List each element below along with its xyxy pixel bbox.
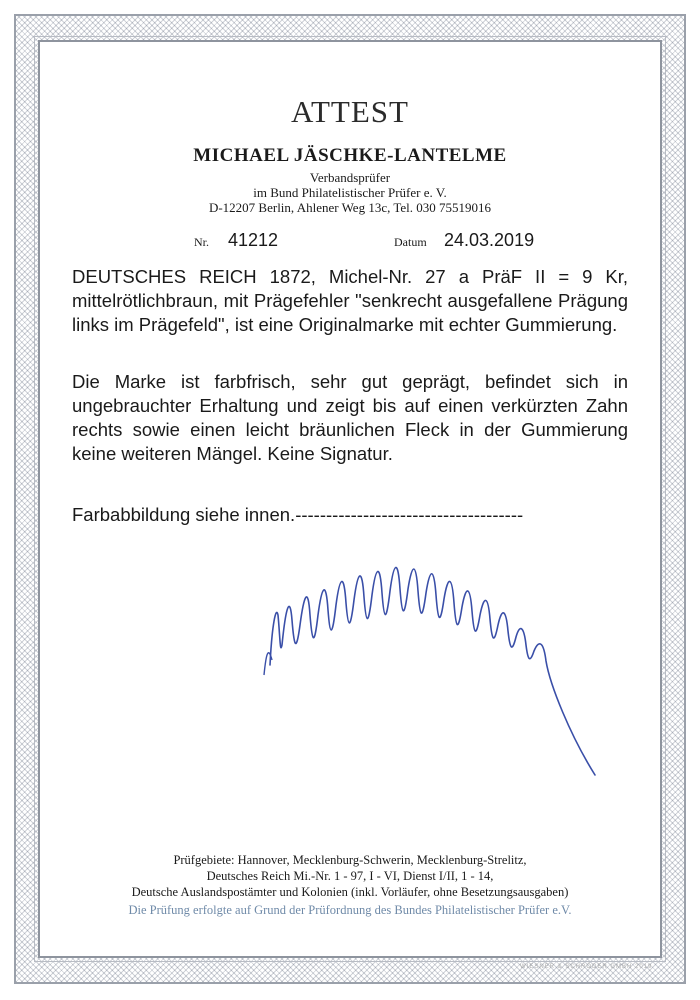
examiner-name: MICHAEL JÄSCHKE-LANTELME — [193, 145, 507, 166]
certificate-number: 41212 — [228, 230, 279, 250]
image-note: Farbabbildung siehe innen.------------------------------------- — [72, 504, 524, 525]
date-label: Datum — [394, 235, 427, 249]
printer-watermark: WIESNER & SCHRÖDER GMBH 2019 — [520, 964, 653, 970]
examiner-address: D-12207 Berlin, Ahlener Weg 13c, Tel. 030 75519016 — [208, 200, 492, 215]
footer-line-1: Prüfgebiete: Hannover, Mecklenburg-Schwerin, Mecklenburg-Strelitz, — [173, 853, 527, 867]
certificate-title: ATTEST — [291, 94, 409, 129]
number-label: Nr. — [194, 235, 209, 249]
stamp-description: DEUTSCHES REICH 1872, Michel-Nr. 27 a PräF II = 9 Kr, mittelrötlichbraun, mit Prägefehler "senkrecht ausgefallene Prägung links im Prägefeld", ist eine Originalmarke mit echter Gummierung. — [72, 266, 628, 335]
footer-line-4: Die Prüfung erfolgte auf Grund der Prüfordnung des Bundes Philatelistischer Prüfer e.V. — [128, 903, 572, 917]
examiner-role: Verbandsprüfer — [309, 170, 391, 185]
handwritten-signature — [250, 545, 650, 805]
condition-description: Die Marke ist farbfrisch, sehr gut geprägt, befindet sich in ungebrauchter Erhaltung und zeigt bis auf einen verkürzten Zahn rechts sowie einen leicht bräunlichen Fleck in der Gummierung keine weiteren Mängel. Keine Signatur. — [72, 371, 628, 464]
certificate-date: 24.03.2019 — [444, 230, 535, 250]
association-name: im Bund Philatelistischer Prüfer e. V. — [253, 185, 447, 200]
footer-line-2: Deutsches Reich Mi.-Nr. 1 - 97, I - VI, Dienst I/II, 1 - 14, — [206, 869, 494, 883]
footer-line-3: Deutsche Auslandspostämter und Kolonien (inkl. Vorläufer, ohne Besetzungsausgaben) — [131, 885, 569, 899]
